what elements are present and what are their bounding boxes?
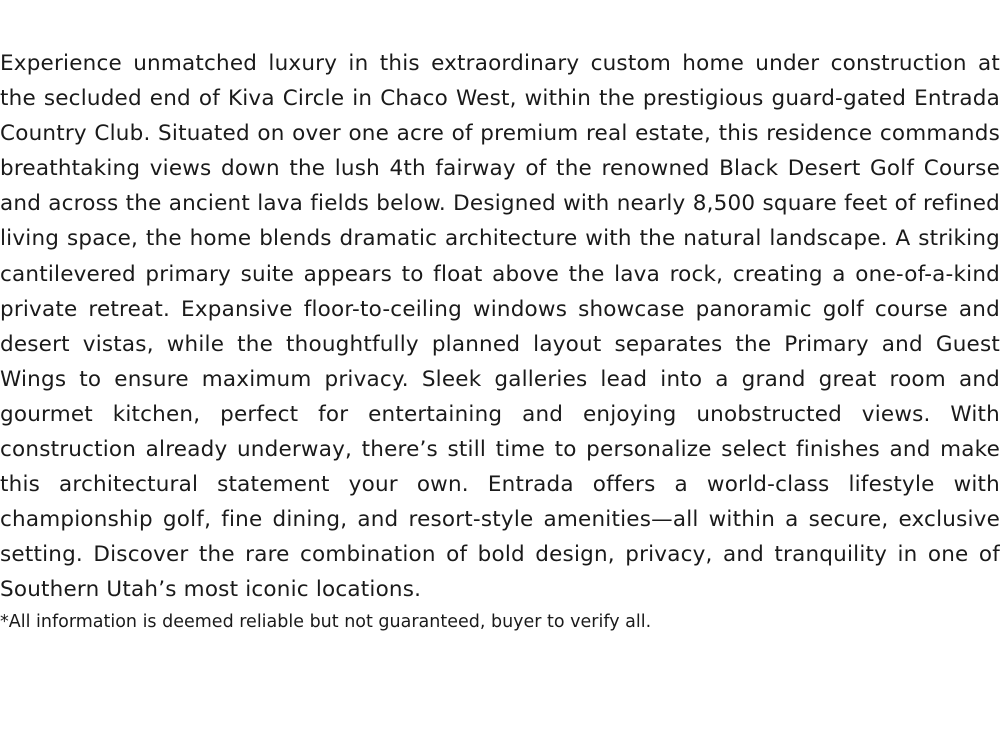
disclaimer-note: *All information is deemed reliable but not guaranteed, buyer to verify all. (0, 611, 652, 632)
listing-text-block (0, 46, 1000, 634)
property-description: Experience unmatched luxury in this extraordinary custom home under construction at the secluded end of Kiva Circle in Chaco West, within the prestigious guard-gated Entrada Country Club. Situated on over one acre of premium real estate, this residence commands breathtaking views down the lush 4th fairway of the renowned Black Desert Golf Course and across the ancient lava fields below. Designed with nearly 8,500 square feet of refined living space, the home blends dramatic architecture with the natural landscape. A striking cantilevered primary suite appears to float above the lava rock, creating a one-of-a-kind private retreat. Expansive floor-to-ceiling windows showcase panoramic golf course and desert vistas, while the thoughtfully planned layout separates the Primary and Guest Wings to ensure maximum privacy. Sleek galleries lead into a grand great room and gourmet kitchen, perfect for entertaining and enjoying unobstructed views. With construction already underway, there’s still time to personalize select finishes and make this architectural statement your own. Entrada offers a world-class lifestyle with championship golf, fine dining, and resort-style amenities—all within a secure, exclusive setting. Discover the rare combination of bold design, privacy, and tranquility in one of Southern Utah’s most iconic locations. (0, 51, 1000, 603)
